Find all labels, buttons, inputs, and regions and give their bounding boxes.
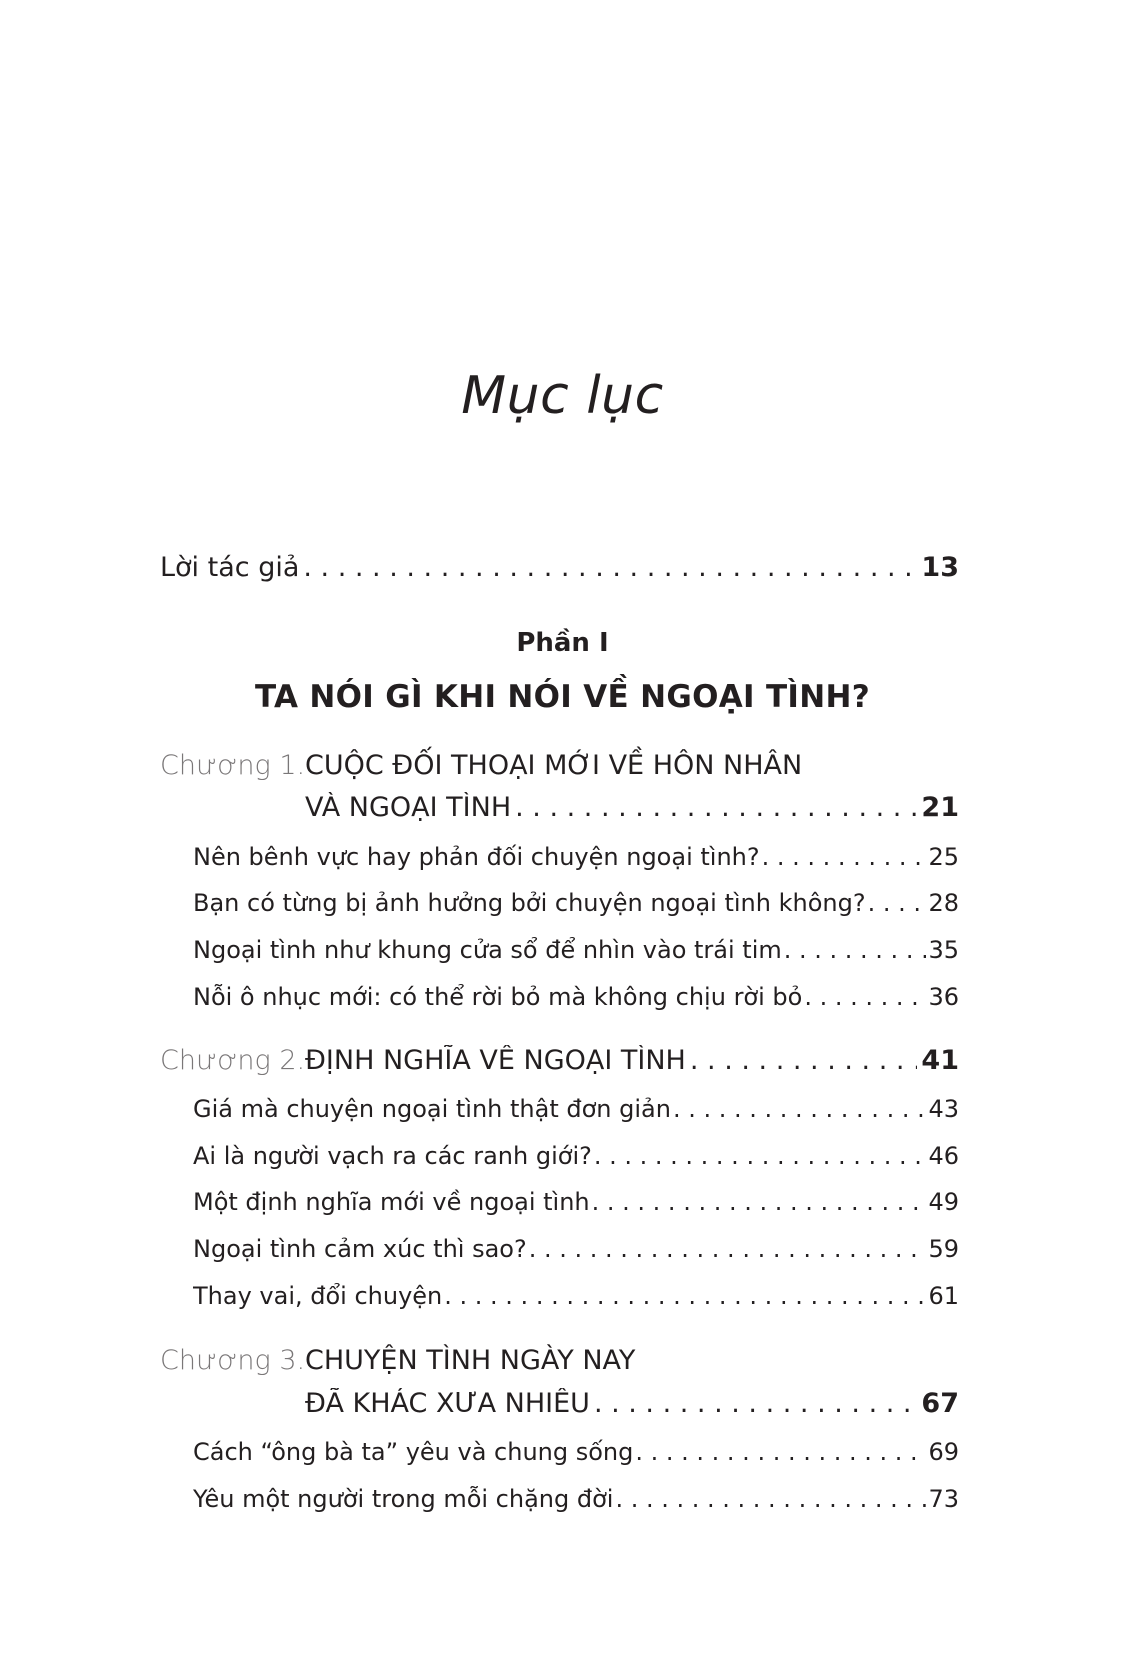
- toc-section-entry[interactable]: [193, 936, 959, 964]
- chapter-label: Chương 3.: [160, 1345, 306, 1376]
- section-title: Thay vai, đổi chuyện: [193, 1282, 443, 1310]
- dot-leader: [594, 1142, 927, 1170]
- section-page: 69: [928, 1438, 959, 1466]
- dot-leader: [444, 1282, 926, 1310]
- toc-entry-chapter-1[interactable]: [305, 792, 959, 823]
- toc-section-entry[interactable]: [193, 1095, 959, 1123]
- dot-leader: [784, 936, 927, 964]
- toc-section-entry[interactable]: [193, 1235, 959, 1263]
- toc-section-entry[interactable]: [193, 1282, 959, 1310]
- part-title: TA NÓI GÌ KHI NÓI VỀ NGOẠI TÌNH?: [254, 679, 870, 715]
- page-title: Mục lục: [461, 366, 664, 426]
- dot-leader: [804, 983, 926, 1011]
- section-page: 73: [928, 1485, 959, 1513]
- chapter-title-line: ĐỊNH NGHĨA VỀ NGOẠI TÌNH: [305, 1045, 686, 1076]
- dot-leader: [303, 552, 917, 583]
- chapter-title-line: VÀ NGOẠI TÌNH: [305, 792, 512, 823]
- dot-leader: [529, 1235, 927, 1263]
- section-page: 35: [928, 936, 959, 964]
- toc-entry-page: 21: [921, 792, 959, 823]
- section-page: 36: [928, 983, 959, 1011]
- section-title: Yêu một người trong mỗi chặng đời: [193, 1485, 614, 1513]
- dot-leader: [615, 1485, 926, 1513]
- section-page: 59: [928, 1235, 959, 1263]
- dot-leader: [868, 889, 927, 917]
- section-page: 46: [928, 1142, 959, 1170]
- dot-leader: [594, 1388, 917, 1419]
- section-title: Ngoại tình cảm xúc thì sao?: [193, 1235, 527, 1263]
- dot-leader: [592, 1188, 927, 1216]
- toc-entry-chapter-3[interactable]: [305, 1388, 959, 1419]
- section-page: 25: [928, 843, 959, 871]
- toc-section-entry[interactable]: [193, 1438, 959, 1466]
- section-page: 28: [928, 889, 959, 917]
- toc-section-entry[interactable]: [193, 843, 959, 871]
- toc-section-entry[interactable]: [193, 889, 959, 917]
- toc-section-entry[interactable]: [193, 983, 959, 1011]
- section-title: Giá mà chuyện ngoại tình thật đơn giản: [193, 1095, 671, 1123]
- toc-entry-page: 41: [921, 1045, 959, 1076]
- section-page: 49: [928, 1188, 959, 1216]
- section-title: Nên bênh vực hay phản đối chuyện ngoại tình?: [193, 843, 760, 871]
- section-title: Một định nghĩa mới về ngoại tình: [193, 1188, 590, 1216]
- part-number: Phần I: [516, 628, 609, 658]
- toc-section-entry[interactable]: [193, 1188, 959, 1216]
- dot-leader: [690, 1045, 918, 1076]
- toc-section-entry[interactable]: [193, 1142, 959, 1170]
- section-page: 43: [928, 1095, 959, 1123]
- section-title: Ngoại tình như khung cửa sổ để nhìn vào trái tim: [193, 936, 782, 964]
- dot-leader: [673, 1095, 927, 1123]
- section-title: Cách “ông bà ta” yêu và chung sống: [193, 1438, 634, 1466]
- chapter-title-line: ĐÃ KHÁC XƯA NHIỀU: [305, 1388, 590, 1419]
- dot-leader: [515, 792, 917, 823]
- section-title: Nỗi ô nhục mới: có thể rời bỏ mà không chịu rời bỏ: [193, 983, 803, 1011]
- dot-leader: [762, 843, 927, 871]
- chapter-title-line[interactable]: CHUYỆN TÌNH NGÀY NAY: [305, 1345, 636, 1376]
- section-page: 61: [928, 1282, 959, 1310]
- toc-entry-page: 67: [921, 1388, 959, 1419]
- chapter-label: Chương 1.: [160, 750, 306, 781]
- chapter-title-line[interactable]: CUỘC ĐỐI THOẠI MỚI VỀ HÔN NHÂN: [305, 750, 803, 781]
- section-title: Ai là người vạch ra các ranh giới?: [193, 1142, 592, 1170]
- toc-entry-page: 13: [921, 552, 959, 583]
- toc-section-entry[interactable]: [193, 1485, 959, 1513]
- dot-leader: [635, 1438, 926, 1466]
- toc-entry-title: Lời tác giả: [160, 552, 300, 583]
- section-title: Bạn có từng bị ảnh hưởng bởi chuyện ngoại tình không?: [193, 889, 866, 917]
- toc-entry-preface[interactable]: [160, 552, 959, 583]
- toc-entry-chapter-2[interactable]: [305, 1045, 959, 1076]
- chapter-label: Chương 2.: [160, 1045, 306, 1076]
